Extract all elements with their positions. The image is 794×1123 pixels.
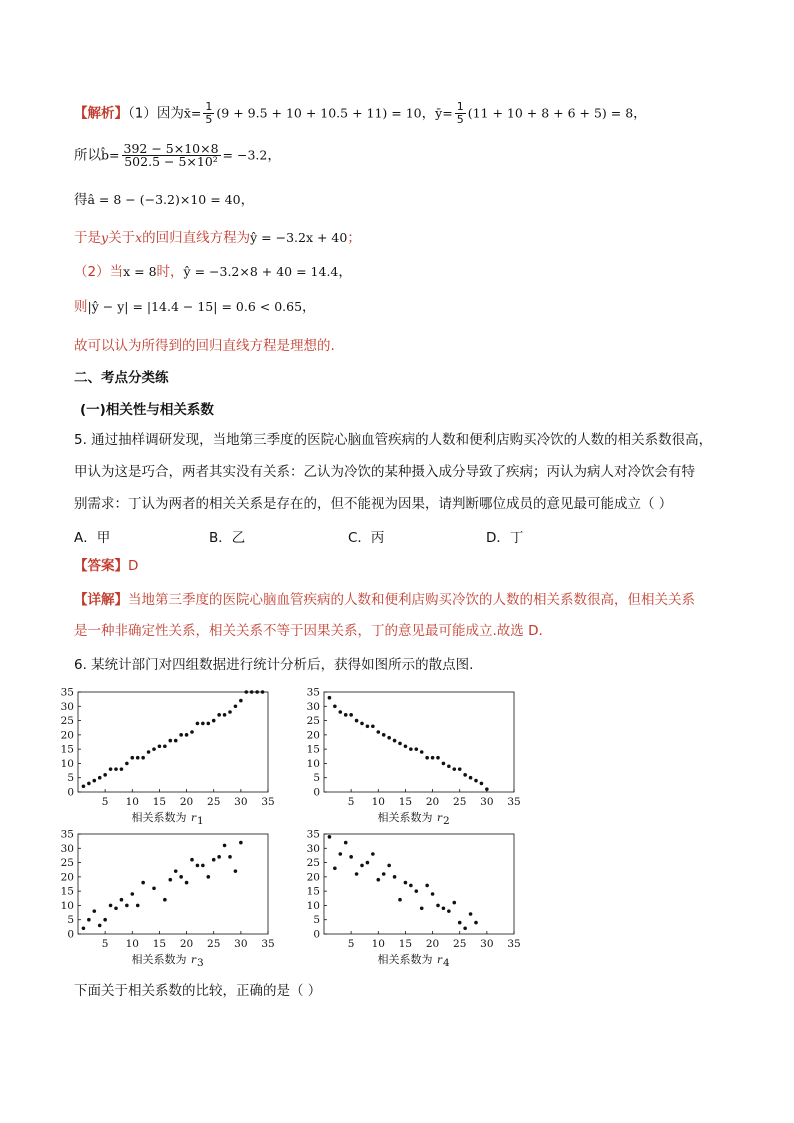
data-point xyxy=(136,904,140,908)
frac-num: 1 xyxy=(456,100,464,113)
data-point xyxy=(212,858,216,862)
data-point xyxy=(404,881,408,885)
text-yushi: 于是 xyxy=(74,230,101,246)
y-tick-label: 20 xyxy=(306,871,320,884)
p2-expr: ŷ = −3.2×8 + 40 = 14.4 xyxy=(183,264,339,279)
x-tick-label: 25 xyxy=(453,796,467,808)
x-tick-label: 20 xyxy=(425,938,440,950)
y-tick-label: 25 xyxy=(306,715,320,728)
p2-x: x = 8 xyxy=(123,264,157,279)
analysis-line-1 xyxy=(74,101,647,126)
y-tick-label: 15 xyxy=(60,743,74,756)
x-tick-label: 30 xyxy=(480,938,494,950)
data-point xyxy=(328,835,332,839)
xbar-symbol: x̄ xyxy=(183,105,191,121)
then-text: 则 xyxy=(74,299,88,315)
data-point xyxy=(87,918,91,922)
data-point xyxy=(398,742,402,746)
data-point xyxy=(98,924,102,928)
analysis-line-2 xyxy=(74,143,281,168)
data-point xyxy=(371,852,375,856)
analysis-label: 【解析】 xyxy=(74,105,128,122)
data-point xyxy=(234,869,238,873)
end-comma: ， xyxy=(338,264,352,280)
x-tick-label: 25 xyxy=(207,796,221,808)
x-tick-label: 30 xyxy=(480,796,494,808)
scatter-plot-r1 xyxy=(50,684,280,827)
fraction-one-fifth-2 xyxy=(455,101,466,126)
frac-den: 5 xyxy=(205,113,213,126)
data-point xyxy=(234,704,238,708)
data-point xyxy=(163,898,167,902)
var-y: y xyxy=(101,230,109,245)
plot-frame xyxy=(324,834,514,934)
data-point xyxy=(414,747,418,751)
x-tick-label: 5 xyxy=(347,796,355,808)
data-point xyxy=(458,767,462,771)
x-tick-label: 15 xyxy=(398,938,413,950)
data-point xyxy=(425,756,429,760)
x-tick-label: 30 xyxy=(234,796,248,808)
data-point xyxy=(404,744,408,748)
detail-label: 【详解】 xyxy=(74,592,128,608)
x-tick-label: 35 xyxy=(507,796,521,808)
data-point xyxy=(376,878,380,882)
data-point xyxy=(442,906,446,910)
y-tick-label: 10 xyxy=(306,899,320,912)
data-point xyxy=(109,904,113,908)
data-point xyxy=(485,787,489,791)
y-tick-label: 15 xyxy=(306,885,320,898)
data-point xyxy=(201,864,205,868)
data-point xyxy=(103,773,107,777)
data-point xyxy=(130,756,134,760)
data-point xyxy=(366,861,370,865)
data-point xyxy=(349,855,353,859)
data-point xyxy=(333,704,337,708)
data-point xyxy=(447,909,451,913)
data-point xyxy=(109,767,113,771)
plot-caption: 相关系数为 xyxy=(131,953,187,966)
data-point xyxy=(474,921,478,925)
x-tick-label: 20 xyxy=(179,938,194,950)
data-point xyxy=(452,901,456,905)
plot-caption-r: r xyxy=(437,954,443,966)
q6-stem: 6. 某统计部门对四组数据进行统计分析后，获得如图所示的散点图. xyxy=(74,657,474,673)
scatter-plot-r2 xyxy=(296,684,526,827)
p1-prefix: （1）因为 xyxy=(128,105,184,122)
y-tick-label: 35 xyxy=(306,686,320,699)
x-tick-label: 10 xyxy=(371,796,385,808)
x-tick-label: 10 xyxy=(125,938,139,950)
text-regression: 的回归直线方程为 xyxy=(142,230,251,246)
equals-sign-2: = xyxy=(442,105,453,121)
data-point xyxy=(387,736,391,740)
x-tick-label: 5 xyxy=(101,796,109,808)
plot-caption-sub: 1 xyxy=(197,815,204,827)
option-a: A．甲 xyxy=(74,530,111,546)
q6-question: 下面关于相关系数的比较，正确的是（ ） xyxy=(74,983,322,999)
get-text: 得 xyxy=(74,192,88,208)
data-point xyxy=(130,892,134,896)
q5-line-1: 5. 通过抽样调研发现，当地第三季度的医院心脑血管疾病的人数和便利店购买冷饮的人数的相关系数很高， xyxy=(74,432,713,448)
q5-detail-1 xyxy=(74,590,695,610)
y-tick-label: 15 xyxy=(306,743,320,756)
y-tick-label: 10 xyxy=(306,757,320,770)
plot-caption-sub: 4 xyxy=(443,957,450,969)
data-point xyxy=(371,724,375,728)
data-point xyxy=(414,889,418,893)
data-point xyxy=(360,864,364,868)
data-point xyxy=(98,776,102,780)
plot-caption-r: r xyxy=(191,812,197,824)
data-point xyxy=(206,722,210,726)
data-point xyxy=(228,855,232,859)
text-guanyu: 关于 xyxy=(108,230,136,246)
data-point xyxy=(136,756,140,760)
y-tick-label: 0 xyxy=(313,786,320,799)
y-tick-label: 5 xyxy=(313,772,320,785)
option-b: B．乙 xyxy=(209,530,246,546)
data-point xyxy=(420,906,424,910)
y-tick-label: 10 xyxy=(60,899,74,912)
x-tick-label: 20 xyxy=(425,796,440,808)
data-point xyxy=(261,690,265,694)
data-point xyxy=(174,869,178,873)
data-point xyxy=(174,739,178,743)
data-point xyxy=(185,881,189,885)
data-point xyxy=(239,841,243,845)
data-point xyxy=(463,926,467,930)
x-tick-label: 25 xyxy=(453,938,467,950)
y-tick-label: 0 xyxy=(67,786,74,799)
data-point xyxy=(409,884,413,888)
data-point xyxy=(141,756,145,760)
data-point xyxy=(469,912,473,916)
x-tick-label: 15 xyxy=(398,796,413,808)
equals-sign: = xyxy=(190,105,202,121)
data-point xyxy=(360,722,364,726)
y-tick-label: 30 xyxy=(60,842,74,855)
so-text: 所以 xyxy=(74,147,101,164)
data-point xyxy=(393,875,397,879)
data-point xyxy=(393,739,397,743)
plot-caption: 相关系数为 xyxy=(377,953,433,966)
fraction-b xyxy=(122,143,221,168)
data-point xyxy=(250,690,254,694)
data-point xyxy=(82,784,86,788)
option-d: D．丁 xyxy=(486,530,524,546)
y-tick-label: 35 xyxy=(60,828,74,841)
end-comma: ， xyxy=(267,147,281,164)
data-point xyxy=(158,744,162,748)
x-tick-label: 30 xyxy=(234,938,248,950)
conclusion: 故可以认为所得到的回归直线方程是理想的. xyxy=(74,338,335,354)
y-tick-label: 20 xyxy=(60,871,74,884)
data-point xyxy=(206,875,210,879)
data-point xyxy=(328,696,332,700)
data-point xyxy=(447,764,451,768)
y-tick-label: 0 xyxy=(313,928,320,941)
analysis-line-3 xyxy=(74,190,254,210)
ahat-expr: â = 8 − (−3.2)×10 = 40 xyxy=(87,192,241,207)
scatter-plot-r4 xyxy=(296,826,526,969)
x-tick-label: 10 xyxy=(371,938,385,950)
x-tick-label: 5 xyxy=(347,938,355,950)
q5-detail-2: 是一种非确定性关系，相关关系不等于因果关系，丁的意见最可能成立.故选 D. xyxy=(74,623,543,639)
data-point xyxy=(480,782,484,786)
fraction-one-fifth xyxy=(203,101,214,126)
data-point xyxy=(344,841,348,845)
data-point xyxy=(255,690,259,694)
section-title: 二、考点分类练 xyxy=(74,370,169,386)
analysis-line-5 xyxy=(74,262,352,282)
y-tick-label: 5 xyxy=(67,914,74,927)
data-point xyxy=(120,767,124,771)
data-point xyxy=(338,710,342,714)
ybar-sum: (11 + 10 + 8 + 6 + 5) = 8 xyxy=(467,105,634,121)
plot-caption-r: r xyxy=(437,812,443,824)
x-tick-label: 20 xyxy=(179,796,194,808)
data-point xyxy=(431,892,435,896)
data-point xyxy=(355,872,359,876)
data-point xyxy=(201,722,205,726)
y-tick-label: 0 xyxy=(67,928,74,941)
data-point xyxy=(239,699,243,703)
data-point xyxy=(92,779,96,783)
x-tick-label: 10 xyxy=(125,796,139,808)
semicolon: ； xyxy=(347,230,361,246)
b-value: = −3.2 xyxy=(222,147,268,163)
data-point xyxy=(196,722,200,726)
data-point xyxy=(147,750,151,754)
data-point xyxy=(425,884,429,888)
y-tick-label: 20 xyxy=(60,729,74,742)
data-point xyxy=(114,906,118,910)
x-tick-label: 35 xyxy=(507,938,521,950)
y-tick-label: 30 xyxy=(60,700,74,713)
data-point xyxy=(469,776,473,780)
data-point xyxy=(152,886,156,890)
y-tick-label: 20 xyxy=(306,729,320,742)
data-point xyxy=(103,918,107,922)
q5-line-2: 甲认为这是巧合，两者其实没有关系：乙认为冷饮的某种摄入成分导致了疾病；丙认为病人对冷饮会有特 xyxy=(74,464,695,480)
end-comma: ， xyxy=(633,105,647,122)
y-tick-label: 5 xyxy=(67,772,74,785)
data-point xyxy=(228,710,232,714)
data-point xyxy=(458,921,462,925)
b-numerator: 392 − 5×10×8 xyxy=(123,141,219,156)
data-point xyxy=(349,713,353,717)
xbar-sum: (9 + 9.5 + 10 + 10.5 + 11) = 10 xyxy=(216,105,422,121)
data-point xyxy=(431,756,435,760)
y-tick-label: 30 xyxy=(306,700,320,713)
data-point xyxy=(190,730,194,734)
analysis-line-4 xyxy=(74,228,361,248)
regression-equation: ŷ = −3.2x + 40 xyxy=(250,230,348,245)
data-point xyxy=(168,739,172,743)
data-point xyxy=(190,858,194,862)
data-point xyxy=(463,773,467,777)
option-c: C．丙 xyxy=(348,530,385,546)
data-point xyxy=(333,866,337,870)
data-point xyxy=(474,779,478,783)
x-tick-label: 15 xyxy=(152,938,167,950)
p2-when: 时， xyxy=(156,264,184,280)
data-point xyxy=(92,909,96,913)
scatter-plot-r3 xyxy=(50,826,280,969)
data-point xyxy=(420,750,424,754)
data-point xyxy=(196,864,200,868)
ybar-symbol: ȳ xyxy=(435,105,443,121)
data-point xyxy=(168,878,172,882)
y-tick-label: 30 xyxy=(306,842,320,855)
data-point xyxy=(409,747,413,751)
data-point xyxy=(87,782,91,786)
data-point xyxy=(223,844,227,848)
data-point xyxy=(376,730,380,734)
data-point xyxy=(212,719,216,723)
answer-label: 【答案】 xyxy=(74,558,128,574)
detail-text-1: 当地第三季度的医院心脑血管疾病的人数和便利店购买冷饮的人数的相关系数很高，但相关关系 xyxy=(128,592,695,608)
y-tick-label: 25 xyxy=(306,857,320,870)
data-point xyxy=(163,744,167,748)
x-tick-label: 35 xyxy=(261,938,275,950)
q5-line-3: 别需求：丁认为两者的相关关系是存在的，但不能视为因果，请判断哪位成员的意见最可能成立（ ） xyxy=(74,496,673,512)
separator: ， xyxy=(421,105,436,122)
x-tick-label: 15 xyxy=(152,796,167,808)
q5-answer xyxy=(74,556,138,576)
frac-den: 5 xyxy=(456,113,464,126)
data-point xyxy=(120,898,124,902)
data-point xyxy=(398,898,402,902)
data-point xyxy=(152,747,156,751)
data-point xyxy=(217,713,221,717)
data-point xyxy=(344,713,348,717)
data-point xyxy=(244,690,248,694)
plot-frame xyxy=(324,692,514,792)
plot-caption-r: r xyxy=(191,954,197,966)
data-point xyxy=(179,733,183,737)
data-point xyxy=(436,756,440,760)
data-point xyxy=(185,733,189,737)
var-x: x xyxy=(135,230,143,245)
data-point xyxy=(442,762,446,766)
data-point xyxy=(179,875,183,879)
y-tick-label: 15 xyxy=(60,885,74,898)
data-point xyxy=(125,904,129,908)
answer-value: D xyxy=(128,558,139,574)
data-point xyxy=(141,881,145,885)
x-tick-label: 5 xyxy=(101,938,109,950)
data-point xyxy=(355,719,359,723)
y-tick-label: 35 xyxy=(60,686,74,699)
data-point xyxy=(82,926,86,930)
data-point xyxy=(452,767,456,771)
y-tick-label: 10 xyxy=(60,757,74,770)
y-tick-label: 35 xyxy=(306,828,320,841)
x-tick-label: 35 xyxy=(261,796,275,808)
then-expr: |ŷ − y| = |14.4 − 15| = 0.6 < 0.65 xyxy=(87,299,303,314)
data-point xyxy=(217,855,221,859)
plot-caption-sub: 3 xyxy=(197,957,204,969)
b-denominator: 502.5 − 5×10² xyxy=(124,154,218,169)
plot-caption: 相关系数为 xyxy=(377,811,433,824)
y-tick-label: 25 xyxy=(60,857,74,870)
data-point xyxy=(366,724,370,728)
data-point xyxy=(382,733,386,737)
section-subtitle: (一)相关性与相关系数 xyxy=(80,402,214,418)
data-point xyxy=(223,713,227,717)
analysis-line-6 xyxy=(74,297,316,317)
data-point xyxy=(387,864,391,868)
data-point xyxy=(338,852,342,856)
data-point xyxy=(382,872,386,876)
p2-prefix: （2）当 xyxy=(74,264,124,280)
y-tick-label: 25 xyxy=(60,715,74,728)
frac-num: 1 xyxy=(205,100,213,113)
equals-sign-3: = xyxy=(109,147,120,163)
plot-caption-sub: 2 xyxy=(443,815,450,827)
end-comma: ， xyxy=(302,299,316,315)
bhat-symbol: b̂ xyxy=(101,147,110,163)
plot-caption: 相关系数为 xyxy=(131,811,187,824)
y-tick-label: 5 xyxy=(313,914,320,927)
end-comma: ， xyxy=(240,192,255,208)
x-tick-label: 25 xyxy=(207,938,221,950)
data-point xyxy=(114,767,118,771)
data-point xyxy=(436,904,440,908)
data-point xyxy=(125,762,129,766)
plot-frame xyxy=(78,692,268,792)
